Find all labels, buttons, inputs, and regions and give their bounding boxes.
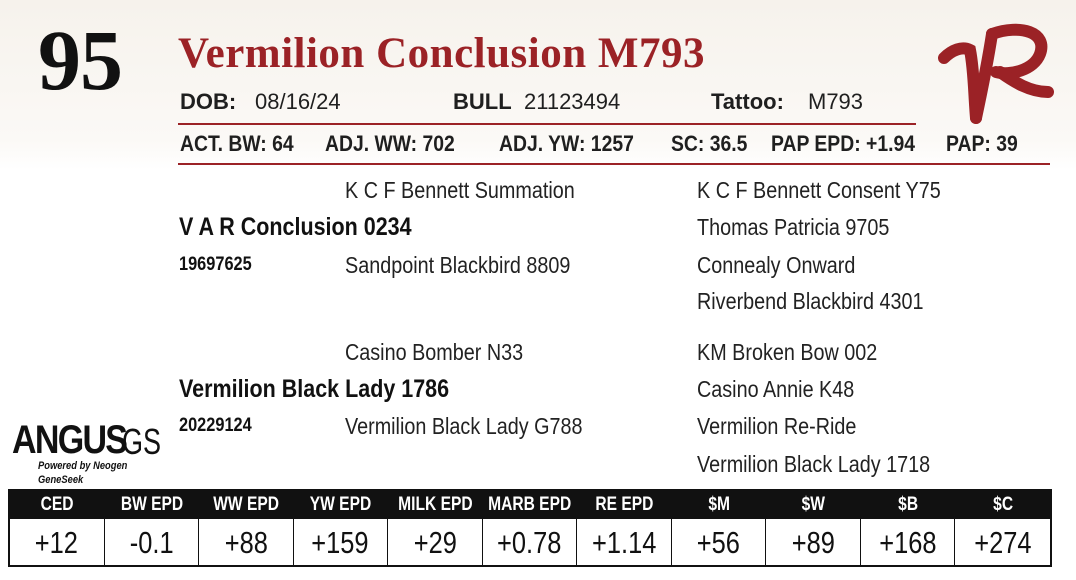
angus-logo-tagline: Powered by Neogen GeneSeek bbox=[38, 460, 128, 486]
epd-header-b: $B bbox=[861, 491, 956, 519]
angus-gs-logo bbox=[12, 418, 162, 486]
epd-value-yw: +159 bbox=[294, 519, 389, 567]
epd-header-ww: WW EPD bbox=[199, 491, 294, 519]
dob-value: 08/16/24 bbox=[255, 89, 341, 114]
tattoo-label: Tattoo: bbox=[711, 89, 784, 114]
epd-header-w: $W bbox=[766, 491, 861, 519]
dam-name: Vermilion Black Lady 1786 bbox=[179, 375, 450, 403]
pap-epd: PAP EPD: +1.94 bbox=[771, 131, 916, 156]
sire-sire-sire-name: K C F Bennett Consent Y75 bbox=[697, 177, 941, 203]
sire-sire-dam-name: Thomas Patricia 9705 bbox=[697, 214, 890, 240]
sire-dam-sire-name: Connealy Onward bbox=[697, 252, 856, 278]
dam-sire-dam-name: Casino Annie K48 bbox=[697, 376, 855, 402]
epd-value-ced: +12 bbox=[10, 519, 105, 567]
sire-dam-dam-name: Riverbend Blackbird 4301 bbox=[697, 288, 924, 314]
epd-header-marb: MARB EPD bbox=[483, 491, 578, 519]
epd-value-milk: +29 bbox=[388, 519, 483, 567]
epd-header-bw: BW EPD bbox=[105, 491, 200, 519]
dam-registration: 20229124 bbox=[179, 415, 252, 436]
epd-value-w: +89 bbox=[766, 519, 861, 567]
epd-value-c: +274 bbox=[974, 525, 1032, 560]
sire-registration: 19697625 bbox=[179, 254, 252, 275]
dam-dam-name: Vermilion Black Lady G788 bbox=[345, 413, 583, 439]
epd-value-bw: -0.1 bbox=[105, 519, 200, 567]
registration-number: 21123494 bbox=[524, 89, 621, 114]
epd-table bbox=[8, 489, 1052, 567]
header-divider-2 bbox=[178, 163, 1050, 165]
epd-value-m: +56 bbox=[672, 519, 767, 567]
adjusted-yearling-weight: ADJ. YW: 1257 bbox=[499, 131, 634, 156]
adjusted-weaning-weight: ADJ. WW: 702 bbox=[325, 131, 455, 156]
actual-birth-weight: ACT. BW: 64 bbox=[180, 131, 294, 156]
epd-header-milk: MILK EPD bbox=[388, 491, 483, 519]
epd-header-ced: CED bbox=[10, 491, 105, 519]
tattoo-value: M793 bbox=[808, 89, 864, 114]
animal-name: Vermilion Conclusion M793 bbox=[178, 30, 705, 77]
sire-sire-name: K C F Bennett Summation bbox=[345, 177, 575, 203]
epd-value-re: +1.14 bbox=[577, 519, 672, 567]
sex-label: BULL bbox=[453, 89, 512, 114]
dam-sire-name: Casino Bomber N33 bbox=[345, 339, 524, 365]
epd-header-re: RE EPD bbox=[577, 491, 672, 519]
dam-dam-sire-name: Vermilion Re-Ride bbox=[697, 413, 857, 439]
pap-value: PAP: 39 bbox=[946, 131, 1018, 156]
header-divider-1 bbox=[178, 123, 916, 125]
epd-header-c: $C bbox=[955, 491, 1050, 519]
sire-dam-name: Sandpoint Blackbird 8809 bbox=[345, 252, 571, 278]
epd-value-marb: +0.78 bbox=[483, 519, 578, 567]
angus-logo-word: ANGUS bbox=[12, 418, 127, 462]
epd-header-yw: YW EPD bbox=[294, 491, 389, 519]
sire-name: V A R Conclusion 0234 bbox=[179, 213, 412, 241]
dob-label: DOB: bbox=[180, 89, 237, 114]
dam-dam-dam-name: Vermilion Black Lady 1718 bbox=[697, 451, 931, 477]
angus-logo-gs: GS bbox=[122, 421, 162, 462]
ranch-brand-logo bbox=[930, 20, 1055, 130]
epd-value-ww: +88 bbox=[199, 519, 294, 567]
epd-value-b: +168 bbox=[861, 519, 956, 567]
lot-number: 95 bbox=[38, 12, 122, 108]
epd-header-m: $M bbox=[672, 491, 767, 519]
dam-sire-sire-name: KM Broken Bow 002 bbox=[697, 339, 878, 365]
scrotal-circumference: SC: 36.5 bbox=[671, 131, 748, 156]
